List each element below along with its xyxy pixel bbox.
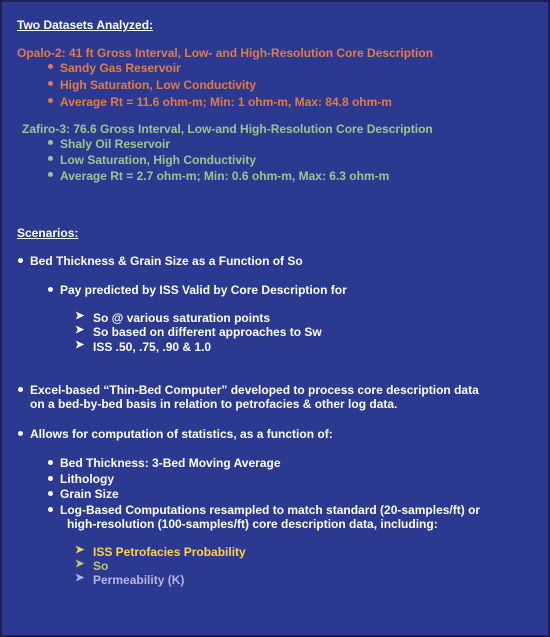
opalo-item: Sandy Gas Reservoir — [60, 61, 181, 75]
scenario-sub-bullet: Pay predicted by ISS Valid by Core Description for — [60, 283, 347, 297]
scenario-sub-item: So based on different approaches to Sw — [93, 325, 322, 339]
bullet-dot — [48, 172, 53, 177]
scenario-sub-item: So @ various saturation points — [93, 311, 271, 325]
arrow-bullet-icon: ➤ — [75, 339, 85, 351]
scenario-bullet: Allows for computation of statistics, as a function of: — [30, 427, 333, 441]
datasets-heading: Two Datasets Analyzed: — [17, 18, 154, 32]
scenario-bullet: Excel-based “Thin-Bed Computer” developed to process core description data — [30, 383, 479, 397]
scenario-sub-item: ISS .50, .75, .90 & 1.0 — [93, 340, 212, 354]
stat-item: Log-Based Computations resampled to match standard (20-samples/ft) or — [60, 503, 481, 517]
bullet-dot — [48, 98, 53, 103]
arrow-bullet-icon: ➤ — [75, 544, 85, 556]
final-item: So — [93, 559, 109, 573]
bullet-dot — [48, 64, 53, 69]
bullet-dot — [48, 460, 53, 465]
bullet-dot — [48, 156, 53, 161]
scenarios-heading: Scenarios: — [17, 226, 79, 240]
stat-item: Bed Thickness: 3-Bed Moving Average — [60, 456, 281, 470]
final-item: Permeability (K) — [93, 573, 185, 587]
stat-item: Grain Size — [60, 487, 119, 501]
bullet-dot — [48, 476, 53, 481]
zafiro-item: Shaly Oil Reservoir — [60, 137, 171, 151]
arrow-bullet-icon: ➤ — [75, 324, 85, 336]
bullet-dot — [48, 491, 53, 496]
stat-item: Lithology — [60, 472, 114, 486]
bullet-dot — [48, 507, 53, 512]
zafiro-item: Low Saturation, High Conductivity — [60, 153, 256, 167]
bullet-dot — [48, 287, 53, 292]
arrow-bullet-icon: ➤ — [75, 310, 85, 322]
opalo-item: Average Rt = 11.6 ohm-m; Min: 1 ohm-m, Max: 84.8 ohm-m — [60, 95, 392, 109]
opalo-item: High Saturation, Low Conductivity — [60, 78, 256, 92]
final-item: ISS Petrofacies Probability — [93, 545, 246, 559]
scenario-bullet-cont: on a bed-by-bed basis in relation to petrofacies & other log data. — [30, 397, 398, 411]
bullet-dot — [18, 431, 23, 436]
arrow-bullet-icon: ➤ — [75, 572, 85, 584]
stat-item-cont: high-resolution (100-samples/ft) core description data, including: — [67, 517, 438, 531]
zafiro-item: Average Rt = 2.7 ohm-m; Min: 0.6 ohm-m, Max: 6.3 ohm-m — [60, 169, 390, 183]
opalo-title: Opalo-2: 41 ft Gross Interval, Low- and High-Resolution Core Description — [17, 46, 434, 60]
bullet-dot — [48, 81, 53, 86]
arrow-bullet-icon: ➤ — [75, 558, 85, 570]
bullet-dot — [18, 258, 23, 263]
zafiro-title: Zafiro-3: 76.6 Gross Interval, Low-and High-Resolution Core Description — [22, 122, 433, 136]
bullet-dot — [18, 387, 23, 392]
bullet-dot — [48, 140, 53, 145]
scenario-bullet: Bed Thickness & Grain Size as a Function of So — [30, 254, 303, 268]
